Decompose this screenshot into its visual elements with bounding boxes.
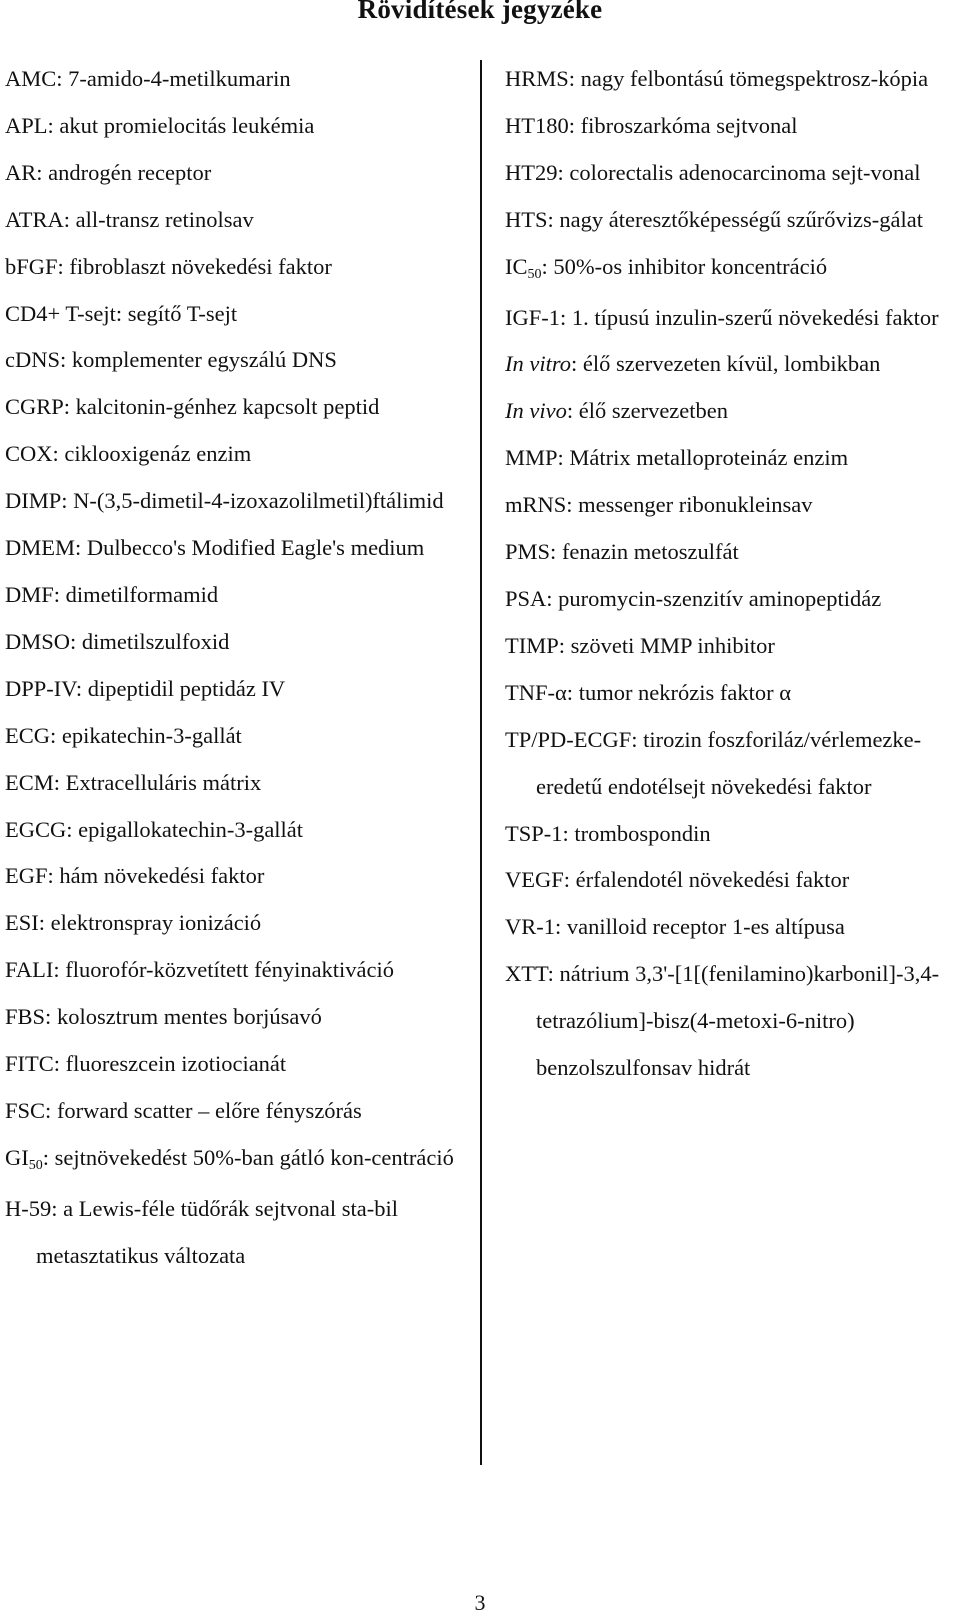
abbreviation-entry: HTS: nagy áteresztőképességű szűrővizs-gálat (505, 206, 924, 232)
abbreviation-term: MMP (505, 445, 558, 471)
abbreviation-definition: fibroblaszt növekedési faktor (69, 253, 332, 279)
abbreviation-term: FBS (5, 1004, 46, 1030)
abbreviation-entry: EGF: hám növekedési faktor (5, 863, 265, 889)
abbreviation-term: cDNS (5, 347, 60, 373)
abbreviation-definition: epikatechin-3-gallát (61, 722, 242, 748)
abbreviation-entry: DPP-IV: dipeptidil peptidáz IV (5, 675, 286, 701)
abbreviation-term: IGF-1 (505, 304, 560, 330)
abbreviation-term: PMS (505, 539, 551, 565)
abbreviation-definition: dipeptidil peptidáz IV (87, 675, 286, 701)
abbreviation-entry: H-59: a Lewis-féle tüdőrák sejtvonal sta-bil metasztatikus változata (5, 1195, 399, 1268)
abbreviation-definition: sejtnövekedést 50%-ban gátló kon-centráció (54, 1144, 454, 1170)
abbreviation-term: EGCG (5, 816, 67, 842)
abbreviation-term: GI (5, 1144, 29, 1170)
abbreviation-definition: puromycin-szenzitív aminopeptidáz (558, 585, 882, 611)
abbreviation-term: CD4+ T-sejt (5, 300, 116, 326)
abbreviation-definition: kalcitonin-génhez kapcsolt peptid (75, 394, 380, 420)
abbreviation-entry: FBS: kolosztrum mentes borjúsavó (5, 1004, 322, 1030)
abbreviation-term: TNF-α (505, 679, 567, 705)
abbreviation-entry: APL: akut promielocitás leukémia (5, 112, 315, 138)
abbreviation-definition: szöveti MMP inhibitor (570, 632, 775, 658)
abbreviation-definition: elektronspray ionizáció (50, 910, 262, 936)
abbreviation-list-right (505, 56, 955, 1092)
abbreviation-term: DPP-IV (5, 675, 76, 701)
page-number: 3 (474, 1590, 486, 1615)
abbreviation-definition: androgén receptor (48, 159, 212, 185)
abbreviation-entry: EGCG: epigallokatechin-3-gallát (5, 816, 304, 842)
abbreviation-entry: VEGF: érfalendotél növekedési faktor (505, 867, 850, 893)
abbreviation-entry: PSA: puromycin-szenzitív aminopeptidáz (505, 585, 882, 611)
abbreviation-subscript: 50 (28, 1157, 43, 1173)
abbreviation-entry: ECG: epikatechin-3-gallát (5, 722, 242, 748)
abbreviation-definition: kolosztrum mentes borjúsavó (56, 1004, 322, 1030)
abbreviation-definition: tumor nekrózis faktor α (578, 679, 792, 705)
abbreviation-term: mRNS (505, 492, 567, 518)
abbreviation-term: ATRA (5, 206, 64, 232)
abbreviation-term: bFGF (5, 253, 58, 279)
abbreviation-entry: VR-1: vanilloid receptor 1-es altípusa (505, 914, 845, 940)
abbreviation-entry: AR: androgén receptor (5, 159, 212, 185)
abbreviation-list-left (5, 56, 460, 1280)
abbreviation-entry: ECM: Extracelluláris mátrix (5, 769, 262, 795)
abbreviation-entry: MMP: Mátrix metalloproteináz enzim (505, 445, 849, 471)
abbreviation-definition: dimetilformamid (65, 581, 219, 607)
abbreviation-entry: DIMP: N-(3,5-dimetil-4-izoxazolilmetil)ftálimid (5, 488, 444, 514)
abbreviation-definition: akut promielocitás leukémia (59, 112, 315, 138)
abbreviation-definition: all-transz retinolsav (75, 206, 254, 232)
abbreviation-entry: GI50: sejtnövekedést 50%-ban gátló kon-centráció (5, 1144, 454, 1173)
abbreviation-term: TP/PD-ECGF (505, 726, 632, 752)
abbreviation-entry: DMSO: dimetilszulfoxid (5, 628, 230, 654)
abbreviation-entry: IC50: 50%-os inhibitor koncentráció (505, 253, 828, 282)
abbreviation-entry: DMF: dimetilformamid (5, 581, 219, 607)
abbreviation-definition: messenger ribonukleinsav (578, 492, 813, 518)
abbreviation-entry: CGRP: kalcitonin-génhez kapcsolt peptid (5, 394, 380, 420)
abbreviation-definition: epigallokatechin-3-gallát (78, 816, 304, 842)
abbreviation-term: AR (5, 159, 37, 185)
abbreviation-term: HT180 (505, 112, 569, 138)
abbreviation-definition: Extracelluláris mátrix (65, 769, 262, 795)
abbreviation-entry: HT180: fibroszarkóma sejtvonal (505, 112, 798, 138)
abbreviation-entry: TSP-1: trombospondin (505, 820, 711, 846)
abbreviation-entry: TIMP: szöveti MMP inhibitor (505, 632, 775, 658)
abbreviation-entry: COX: ciklooxigenáz enzim (5, 441, 252, 467)
abbreviation-entry: TP/PD-ECGF: tirozin foszforiláz/vérlemezke-eredetű endotélsejt növekedési faktor (505, 726, 922, 799)
abbreviation-term: ECG (5, 722, 50, 748)
abbreviation-term: FSC (5, 1097, 46, 1123)
abbreviation-definition: nagy felbontású tömegspektrosz-kópia (580, 66, 929, 91)
abbreviation-definition: nagy áteresztőképességű szűrővizs-gálat (559, 206, 924, 232)
abbreviation-entry: FSC: forward scatter – előre fényszórás (5, 1097, 362, 1123)
abbreviation-term: FALI (5, 957, 54, 983)
abbreviation-term: TIMP (505, 632, 559, 658)
abbreviation-definition: vanilloid receptor 1-es altípusa (566, 914, 845, 940)
abbreviation-definition: colorectalis adenocarcinoma sejt-vonal (569, 159, 921, 185)
abbreviation-term: XTT (505, 961, 548, 987)
abbreviation-definition: komplementer egyszálú DNS (71, 347, 337, 373)
abbreviation-definition: élő szervezetben (578, 398, 729, 424)
abbreviation-entry: mRNS: messenger ribonukleinsav (505, 492, 813, 518)
abbreviation-term: In vivo (505, 398, 567, 424)
abbreviation-definition: dimetilszulfoxid (81, 628, 230, 654)
abbreviation-term: CGRP (5, 394, 64, 420)
abbreviation-definition: Dulbecco's Modified Eagle's medium (86, 535, 425, 561)
abbreviation-definition: fenazin metoszulfát (561, 539, 739, 565)
abbreviation-entry: In vivo: élő szervezetben (505, 398, 729, 424)
abbreviation-entry: FITC: fluoreszcein izotiocianát (5, 1051, 287, 1077)
abbreviation-term: HTS (505, 206, 548, 232)
abbreviation-term: DMSO (5, 628, 71, 654)
abbreviation-entry: bFGF: fibroblaszt növekedési faktor (5, 253, 332, 279)
abbreviation-definition: érfalendotél növekedési faktor (575, 867, 850, 893)
page-title: Rövidítések jegyzéke (357, 0, 603, 24)
abbreviation-entry: AMC: 7-amido-4-metilkumarin (5, 66, 291, 91)
abbreviation-term: AMC (5, 66, 57, 91)
abbreviation-definition: ciklooxigenáz enzim (64, 441, 252, 467)
abbreviation-definition: élő szervezeten kívül, lombikban (582, 351, 881, 377)
abbreviation-entry: FALI: fluorofór-közvetített fényinaktiváció (5, 957, 395, 983)
abbreviation-definition: trombospondin (574, 820, 711, 846)
abbreviation-entry: IGF-1: 1. típusú inzulin-szerű növekedési faktor (505, 304, 939, 330)
abbreviation-entry: ATRA: all-transz retinolsav (5, 206, 254, 232)
abbreviation-term: HRMS (505, 66, 569, 91)
abbreviation-entry: CD4+ T-sejt: segítő T-sejt (5, 300, 238, 326)
abbreviation-entry: HRMS: nagy felbontású tömegspektrosz-kópia (505, 66, 929, 91)
abbreviation-entry: XTT: nátrium 3,3'-[1[(fenilamino)karbonil]-3,4-tetrazólium]-bisz(4-metoxi-6-nitro) benzolszulfonsav hidrát (505, 961, 940, 1081)
abbreviation-definition: Mátrix metalloproteináz enzim (569, 445, 849, 471)
abbreviation-definition: N-(3,5-dimetil-4-izoxazolilmetil)ftálimid (73, 488, 444, 514)
abbreviation-entry: PMS: fenazin metoszulfát (505, 539, 739, 565)
abbreviation-definition: tirozin foszforiláz/vérlemezke-eredetű endotélsejt növekedési faktor (536, 726, 922, 799)
abbreviation-term: IC (505, 253, 528, 279)
abbreviation-definition: 50%-os inhibitor koncentráció (553, 253, 828, 279)
abbreviation-term: In vitro (505, 351, 572, 377)
abbreviation-definition: a Lewis-féle tüdőrák sejtvonal sta-bil metasztatikus változata (36, 1195, 399, 1268)
abbreviation-definition: fluorofór-közvetített fényinaktiváció (65, 957, 395, 983)
column-divider (480, 60, 482, 1465)
abbreviation-subscript: 50 (527, 266, 542, 282)
abbreviation-term: DMEM (5, 535, 76, 561)
abbreviation-term: DMF (5, 581, 54, 607)
abbreviation-definition: forward scatter – előre fényszórás (56, 1097, 362, 1123)
abbreviation-entry: DMEM: Dulbecco's Modified Eagle's medium (5, 535, 425, 561)
abbreviation-term: DIMP (5, 488, 62, 514)
abbreviation-term: TSP-1 (505, 820, 563, 846)
abbreviation-term: VEGF (505, 867, 564, 893)
abbreviation-term: ESI (5, 910, 39, 936)
abbreviation-definition: nátrium 3,3'-[1[(fenilamino)karbonil]-3,4-tetrazólium]-bisz(4-metoxi-6-nitro) benzolszulfonsav hidrát (536, 961, 940, 1081)
abbreviation-term: H-59 (5, 1195, 52, 1221)
abbreviation-definition: hám növekedési faktor (59, 863, 265, 889)
abbreviation-entry: ESI: elektronspray ionizáció (5, 910, 262, 936)
abbreviation-term: FITC (5, 1051, 54, 1077)
abbreviation-term: HT29 (505, 159, 558, 185)
abbreviation-definition: 1. típusú inzulin-szerű növekedési faktor (571, 304, 939, 330)
abbreviation-entry: TNF-α: tumor nekrózis faktor α (505, 679, 792, 705)
abbreviation-definition: fibroszarkóma sejtvonal (580, 112, 798, 138)
abbreviation-term: COX (5, 441, 53, 467)
abbreviation-term: EGF (5, 863, 48, 889)
abbreviation-term: PSA (505, 585, 547, 611)
abbreviation-definition: segítő T-sejt (127, 300, 238, 326)
abbreviation-term: ECM (5, 769, 54, 795)
abbreviation-term: APL (5, 112, 48, 138)
abbreviation-entry: In vitro: élő szervezeten kívül, lombikban (505, 351, 881, 377)
abbreviation-entry: HT29: colorectalis adenocarcinoma sejt-vonal (505, 159, 921, 185)
abbreviation-definition: 7-amido-4-metilkumarin (68, 66, 291, 91)
abbreviation-entry: cDNS: komplementer egyszálú DNS (5, 347, 337, 373)
abbreviation-term: VR-1 (505, 914, 555, 940)
abbreviation-definition: fluoreszcein izotiocianát (65, 1051, 287, 1077)
